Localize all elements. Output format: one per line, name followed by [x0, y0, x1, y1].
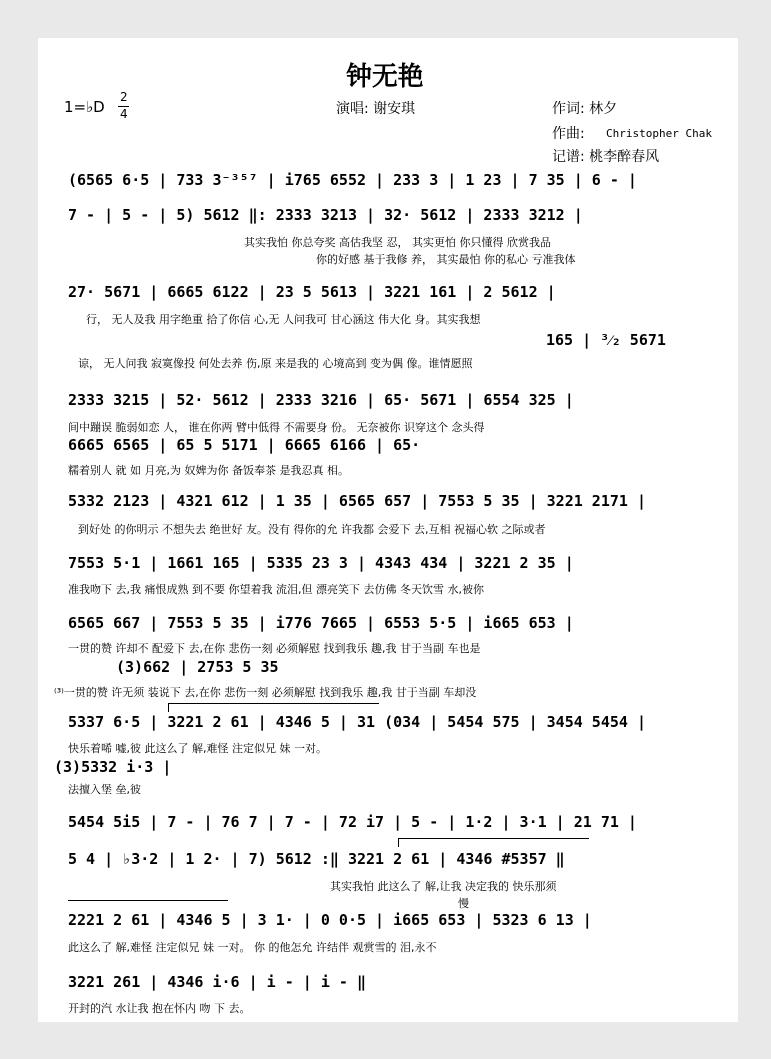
lyrics-row-10-line-1: 其实我怕 此这么了 解,让我 决定我的 快乐那须: [330, 880, 557, 893]
tempo-marking: 慢: [458, 897, 469, 910]
singer: 演唱: 谢安琪: [336, 101, 416, 117]
lyrics-row-5-line-1: 到好处 的你明示 不想失去 绝世好 友。没有 得你的允 许我都 会爱下 去,互相 祝福心软 之际或者: [78, 523, 546, 536]
score-row-4: 2333 3215 | 52· 5612 | 2333 3216 | 65· 5671 | 6554 325 |: [68, 391, 574, 409]
volta-bracket-2: [398, 838, 589, 847]
score-row-8-alt: (3)5332 i·3 |: [54, 758, 172, 776]
score-row-3-alt: 165 | ³⁄₂ 5671: [546, 331, 666, 349]
time-signature-bottom: 4: [120, 107, 128, 121]
lyrics-row-12-line-1: 开封的汽 水让我 抱在怀内 吻 下 去。: [68, 1002, 251, 1015]
lyrics-row-2-line-2: 你的好感 基于我修 养， 其实最怕 你的私心 亏准我体: [316, 253, 576, 266]
score-row-2: 7 - | 5 - | 5) 5612 ‖: 2333 3213 | 32· 5612 | 2333 3212 |: [68, 206, 583, 224]
score-row-4-alt: 6665 6565 | 65 5 5171 | 6665 6166 | 65·: [68, 436, 421, 454]
score-row-1: (6565 6·5 | 733 3⁻³⁵⁷ | i765 6552 | 233 3 | 1 23 | 7 35 | 6 - |: [68, 171, 637, 189]
score-row-6: 7553 5·1 | 1661 165 | 5335 23 3 | 4343 434 | 3221 2 35 |: [68, 554, 574, 572]
transcriber: 记谱: 桃李醉春风: [552, 149, 660, 165]
lyrics-row-4-line-2: 糯着别人 就 如 月亮,为 奴婢为你 备饭奉茶 是我忍真 相。: [68, 464, 349, 477]
lyrics-row-4-line-1: 间中蹦误 脆弱如恋 人， 谁在你两 臂中低得 不需要身 份。 无奈被你 识穿这个 念头得: [68, 421, 485, 434]
score-row-9: 5454 5i5 | 7 - | 76 7 | 7 - | 72 i7 | 5 - | 1·2 | 3·1 | 21 71 |: [68, 813, 637, 831]
score-row-8: 5337 6·5 | 3221 2 61 | 4346 5 | 31 (034 | 5454 575 | 3454 5454 |: [68, 713, 646, 731]
lyrics-row-11-line-1: 此这么了 解,难怪 注定似兄 妹 一对。 你 的他怎允 许结伴 观赏雪的 泪,永不: [68, 941, 437, 954]
composer: Christopher Chak: [606, 127, 712, 140]
lyrics-row-7-line-1: 一贯的赞 许却不 配爱下 去,在你 悲伤一刻 必须解慰 找到我乐 趣,我 甘于当副 车也是: [68, 642, 481, 655]
lyrics-row-8-line-2: 法擅入堡 垒,彼: [68, 783, 141, 796]
score-row-12: 3221 261 | 4346 i·6 | i - | i - ‖: [68, 973, 367, 991]
volta-bracket-3: [68, 900, 228, 909]
composer-label: 作曲:: [552, 126, 585, 142]
lyricist: 作词: 林夕: [552, 101, 618, 117]
lyrics-row-3-line-1: 行， 无人及我 用字绝重 拾了你信 心,无 人问我可 甘心涵这 伟大化 身。其实我想: [86, 313, 481, 326]
score-row-7: 6565 667 | 7553 5 35 | i776 7665 | 6553 5·5 | i665 653 |: [68, 614, 574, 632]
lyrics-row-6-line-1: 准我吻下 去,我 痛恨成熟 到不要 你望着我 流泪,但 漂亮笑下 去仿佛 冬天饮雪 水,被你: [68, 583, 484, 596]
volta-bracket-1: [168, 703, 379, 712]
score-row-7-alt: (3)662 | 2753 5 35: [116, 658, 279, 676]
lyrics-row-7-line-2: ⁽³⁾一贯的赞 许无须 装说下 去,在你 悲伤一刻 必须解慰 找到我乐 趣,我 甘于当副 车却没: [54, 686, 477, 699]
score-row-5: 5332 2123 | 4321 612 | 1 35 | 6565 657 | 7553 5 35 | 3221 2171 |: [68, 492, 646, 510]
score-row-11: 2221 2 61 | 4346 5 | 3 1· | 0 0·5 | i665 653 | 5323 6 13 |: [68, 911, 592, 929]
lyrics-row-2-line-1: 其实我怕 你总夸奖 高估我坚 忍， 其实更怕 你只懂得 欣赏我品: [244, 236, 551, 249]
key-signature: 1=♭D: [64, 98, 105, 116]
score-row-3: 27· 5671 | 6665 6122 | 23 5 5613 | 3221 161 | 2 5612 |: [68, 283, 556, 301]
lyrics-row-3-line-2: 谅， 无人问我 寂寞像投 何处去养 伤,原 来是我的 心境高到 变为偶 像。谁情愿照: [78, 357, 473, 370]
score-row-10: 5 4 | ♭3·2 | 1 2· | 7) 5612 :‖ 3221 2 61 | 4346 #5357 ‖: [68, 850, 565, 868]
lyrics-row-8-line-1: 快乐着唏 嘘,彼 此这么了 解,难怪 注定似兄 妹 一对。: [68, 742, 327, 755]
song-title: 钟无艳: [346, 62, 424, 92]
score-sheet: [38, 38, 738, 1022]
time-signature-top: 2: [120, 90, 128, 104]
